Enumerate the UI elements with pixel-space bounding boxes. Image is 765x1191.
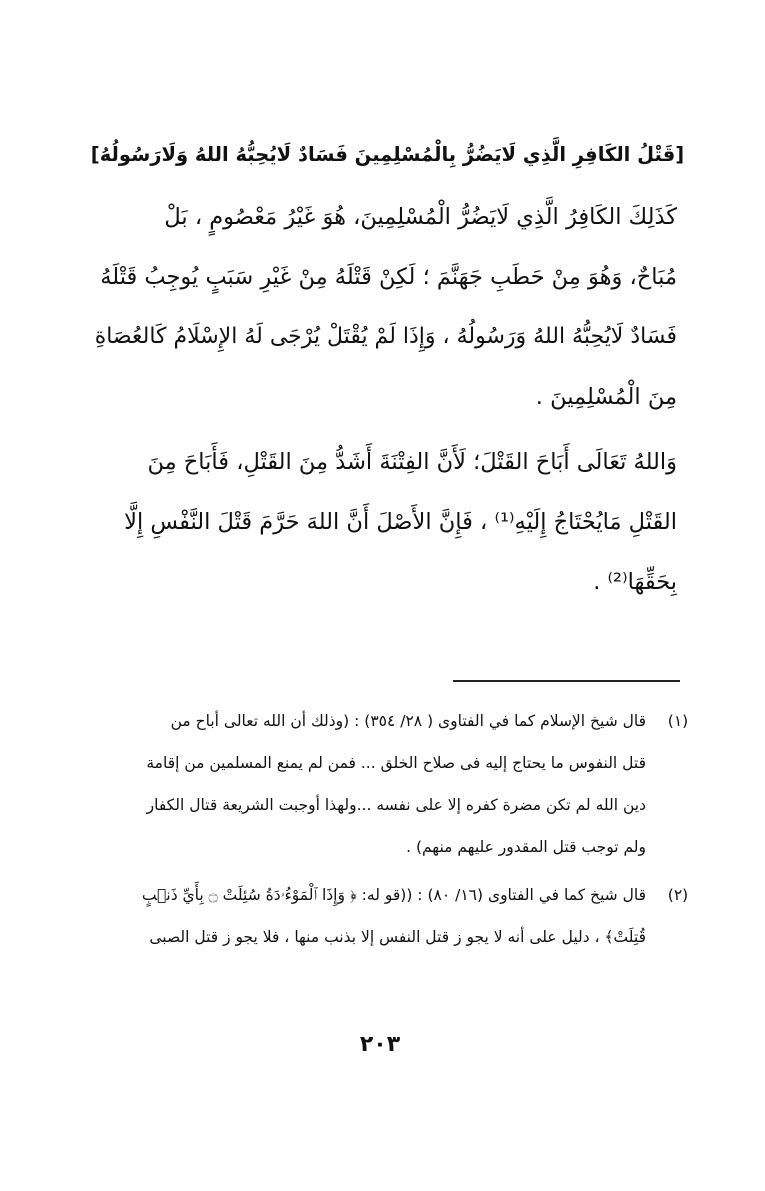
page-number: ٢٠٣ — [359, 1032, 401, 1057]
paragraph-line: فَسَادٌ لَايُحِبُّهُ اللهُ وَرَسُولُهُ ، وَإِذَا لَمْ يُقْتَلْ يُرْجَى لَهُ الإِسْلَامُ كَالعُصَاةِ — [95, 324, 677, 349]
paragraph-1 — [95, 187, 677, 427]
footnote-line: قتل النفوس ما يحتاج إليه فى صلاح الخلق ... فمن لم يمنع المسلمين من إقامة — [146, 754, 646, 772]
section-heading: [قَتْلُ الكَافِرِ الَّذِي لَايَضُرُّ بِالْمُسْلِمِينَ فَسَادٌ لَايُحِبُّهُ اللهُ وَلَارَسُولُهُ] — [90, 143, 685, 166]
paragraph-line: مِنَ الْمُسْلِمِينَ . — [535, 384, 677, 410]
paragraph-line: مُبَاحٌ، وَهُوَ مِنْ حَطَبِ جَهَنَّمَ ؛ لَكِنْ قَتْلَهُ مِنْ غَيْرِ سَبَبٍ يُوجِبُ قَتْلَهُ — [100, 264, 677, 290]
footnote-line: قال شيخ الإسلام كما في الفتاوى ( ٢٨/ ٣٥٤) : (وذلك أن الله تعالى أباح من — [170, 712, 646, 730]
footnote-1 — [98, 700, 698, 868]
footnotes — [98, 700, 698, 958]
footnote-line: قُتِلَتْ﴾ ، دليل على أنه لا يجو ز قتل النفس إلا بذنب منها ، فلا يجو ز قتل الصبى — [149, 928, 646, 946]
footnote-number: (٢) — [667, 886, 689, 904]
paragraph-2 — [95, 432, 677, 612]
footnote-line: ولم توجب قتل المقدور عليهم منهم) . — [406, 838, 646, 856]
paragraph-line: وَاللهُ تَعَالَى أَبَاحَ القَتْلَ؛ لَأَنَّ الفِتْنَةَ أَشَدُّ مِنَ القَتْلِ، فَأَبَاحَ مِنَ — [147, 449, 677, 475]
paragraph-line: القَتْلِ مَايُحْتَاجُ إِلَيْهِ⁽¹⁾ ، فَإِنَّ الأَصْلَ أَنَّ اللهَ حَرَّمَ قَتْلَ النَّفْسِ إِلَّا — [124, 509, 677, 535]
footnote-line: دين الله لم تكن مضرة كفره إلا على نفسه ...ولهذا أوجبت الشريعة قتال الكفار — [146, 796, 646, 814]
footnote-2 — [98, 874, 698, 958]
footnote-number: (١) — [667, 712, 689, 730]
paragraph-line: كَذَلِكَ الكَافِرُ الَّذِي لَايَضُرُّ الْمُسْلِمِينَ، هُوَ غَيْرُ مَعْصُومٍ ، بَلْ — [164, 204, 677, 230]
footnote-separator — [453, 680, 680, 682]
footnote-line: قال شيخ كما في الفتاوى (١٦/ ٨٠) : ((قو له: ﴿ وَإِذَا ٱلْمَوْءُۥدَةُ سُئِلَتْ ۝ بِأَيِّ ذَنۢبٍ — [141, 886, 646, 904]
paragraph-line: بِحَقِّهَا⁽²⁾ . — [593, 569, 677, 595]
